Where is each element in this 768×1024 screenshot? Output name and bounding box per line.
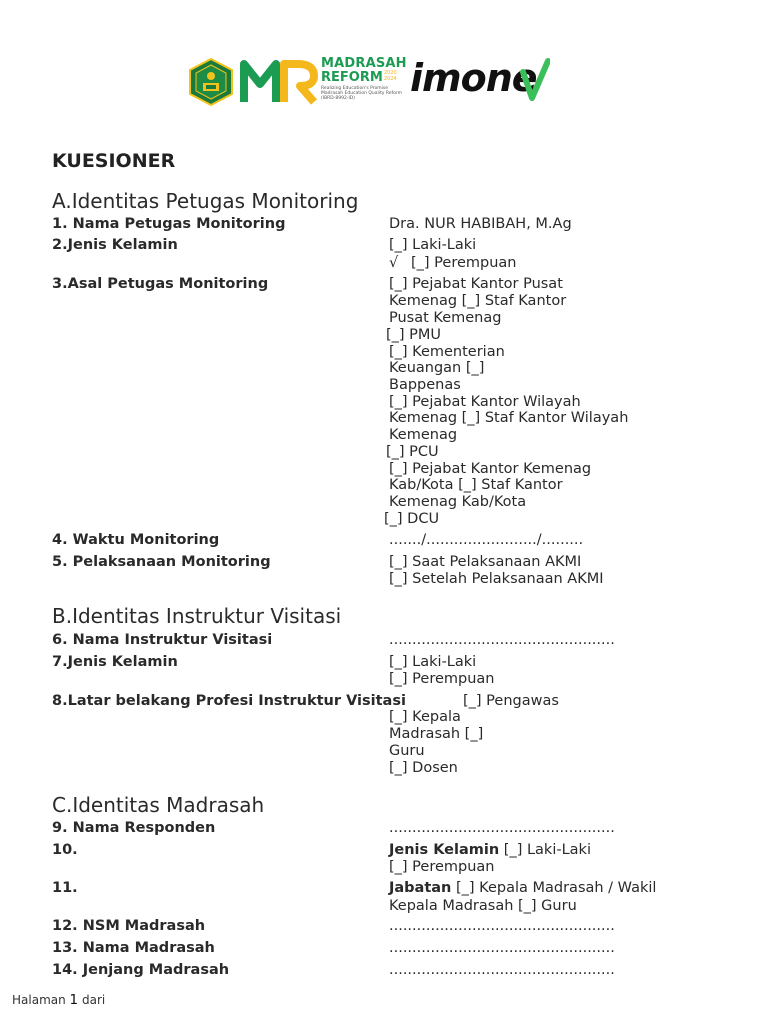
- q9-label: 9. Nama Responden: [52, 820, 216, 836]
- q10-label: 10.: [52, 842, 78, 858]
- q3-line[interactable]: Kemenag [_] Staf Kantor Wilayah: [389, 410, 629, 426]
- q13-label: 13. Nama Madrasah: [52, 940, 215, 956]
- q4-label: 4. Waktu Monitoring: [52, 532, 220, 548]
- q10-option-male[interactable]: [_] Laki-Laki: [503, 842, 591, 858]
- footer-suffix: dari: [81, 993, 106, 1007]
- q12-label: 12. NSM Madrasah: [52, 918, 206, 934]
- q8-line[interactable]: Madrasah [_]: [389, 726, 484, 742]
- q3-line: Kemenag: [389, 427, 458, 443]
- q3-line[interactable]: Kemenag [_] Staf Kantor: [389, 293, 567, 309]
- page-title: KUESIONER: [52, 150, 176, 172]
- q2-checkmark: √: [389, 255, 399, 271]
- q1-value: Dra. NUR HABIBAH, M.Ag: [389, 216, 572, 232]
- q8-label: 8.Latar belakang Profesi Instruktur Visitasi: [52, 693, 406, 709]
- q8-line[interactable]: [_] Kepala: [389, 709, 461, 725]
- madrasah-reform-line1: MADRASAH: [321, 56, 407, 71]
- q8-line: Guru: [389, 743, 425, 759]
- q13-value: .................................................: [389, 940, 615, 956]
- q5-label: 5. Pelaksanaan Monitoring: [52, 554, 271, 570]
- q10-line: [389, 842, 591, 859]
- q11-label: 11.: [52, 880, 78, 896]
- imonev-logo-text: imone: [410, 56, 537, 100]
- q14-value: .................................................: [389, 962, 615, 978]
- q1-label: 1. Nama Petugas Monitoring: [52, 216, 286, 232]
- q3-line[interactable]: [_] PMU: [386, 327, 442, 343]
- section-b-heading: B.Identitas Instruktur Visitasi: [52, 604, 342, 628]
- q5-option-after[interactable]: [_] Setelah Pelaksanaan AKMI: [389, 571, 604, 587]
- q5-option-during[interactable]: [_] Saat Pelaksanaan AKMI: [389, 554, 582, 570]
- madrasah-reform-tagline: Realizing Education's Promise Madrasah Education Quality Reform (IBRD-8992-ID): [321, 86, 403, 101]
- q11-bold-label: Jabatan: [389, 880, 452, 896]
- q8-line[interactable]: [_] Dosen: [389, 760, 458, 776]
- imonev-check-icon: [520, 58, 550, 103]
- q2-label: 2.Jenis Kelamin: [52, 237, 178, 253]
- q11-line: [389, 880, 656, 897]
- q10-bold-label: Jenis Kelamin: [389, 842, 500, 858]
- q3-line: Pusat Kemenag: [389, 310, 502, 326]
- q3-line[interactable]: [_] Kementerian: [389, 344, 505, 360]
- q9-value: .................................................: [389, 820, 615, 836]
- q8-option-supervisor[interactable]: [_] Pengawas: [463, 693, 559, 709]
- q10-option-female[interactable]: [_] Perempuan: [389, 859, 495, 875]
- q2-option-female[interactable]: [_] Perempuan: [411, 255, 517, 271]
- q3-line[interactable]: [_] DCU: [384, 511, 440, 527]
- q7-option-male[interactable]: [_] Laki-Laki: [389, 654, 477, 670]
- section-c-heading: C.Identitas Madrasah: [52, 793, 265, 817]
- q3-line[interactable]: Keuangan [_]: [389, 360, 485, 376]
- page-footer: [12, 992, 105, 1008]
- q6-value: .................................................: [389, 632, 615, 648]
- q4-value: ......./......................../.........: [389, 532, 584, 548]
- madrasah-reform-line2: REFORM: [321, 70, 383, 85]
- q3-line[interactable]: Kab/Kota [_] Staf Kantor: [389, 477, 563, 493]
- madrasah-reform-mr-logo: [240, 58, 320, 106]
- q11-option-head[interactable]: [_] Kepala Madrasah / Wakil: [456, 880, 657, 896]
- q12-value: .................................................: [389, 918, 615, 934]
- kemenag-logo: [186, 58, 236, 106]
- q3-line[interactable]: [_] PCU: [386, 444, 439, 460]
- q14-label: 14. Jenjang Madrasah: [52, 962, 230, 978]
- q3-line: Bappenas: [389, 377, 461, 393]
- footer-prefix: Halaman: [12, 993, 66, 1007]
- q3-label: 3.Asal Petugas Monitoring: [52, 276, 269, 292]
- q3-line[interactable]: [_] Pejabat Kantor Wilayah: [389, 394, 581, 410]
- footer-page-number: 1: [69, 992, 79, 1008]
- q6-label: 6. Nama Instruktur Visitasi: [52, 632, 273, 648]
- q3-line[interactable]: [_] Pejabat Kantor Kemenag: [389, 461, 592, 477]
- q7-label: 7.Jenis Kelamin: [52, 654, 178, 670]
- q3-line: Kemenag Kab/Kota: [389, 494, 527, 510]
- section-a-heading: A.Identitas Petugas Monitoring: [52, 189, 359, 213]
- q3-line[interactable]: [_] Pejabat Kantor Pusat: [389, 276, 563, 292]
- q2-option-male[interactable]: [_] Laki-Laki: [389, 237, 477, 253]
- q7-option-female[interactable]: [_] Perempuan: [389, 671, 495, 687]
- madrasah-reform-years: 2020 2024: [384, 70, 397, 82]
- q11-option-teacher[interactable]: Kepala Madrasah [_] Guru: [389, 898, 577, 914]
